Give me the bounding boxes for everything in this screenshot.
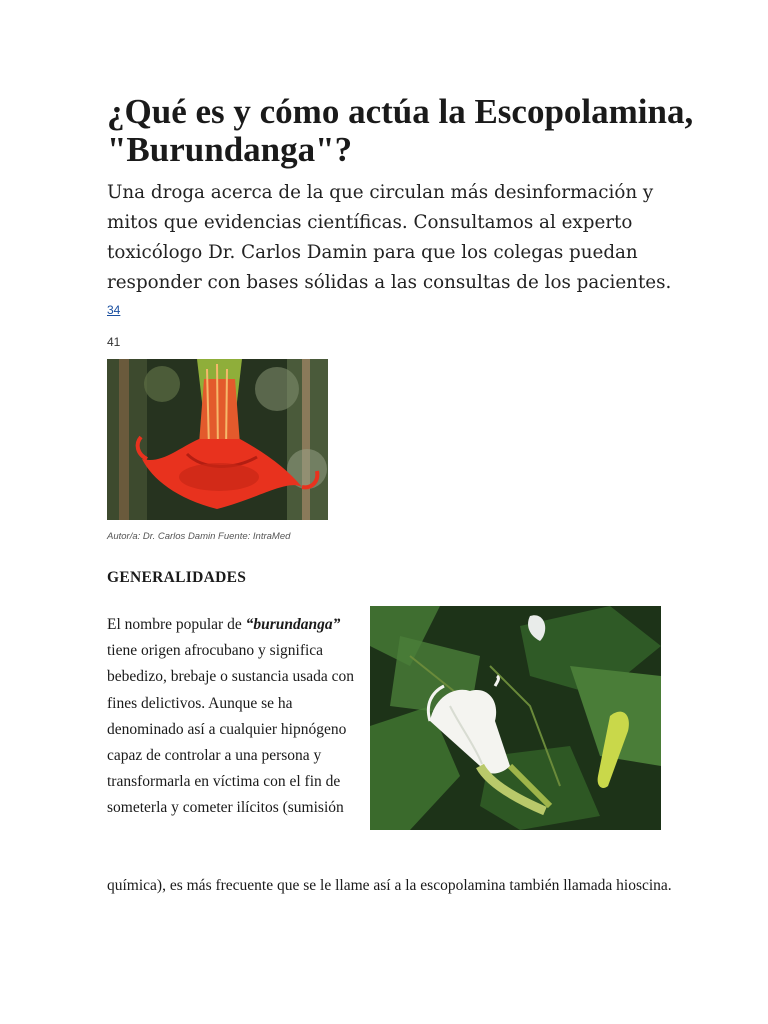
article-title: ¿Qué es y cómo actúa la Escopolamina, "Burundanga"?: [107, 92, 694, 169]
white-datura-flower-image: [370, 606, 661, 830]
article-subtitle: Una droga acerca de la que circulan más desinformación y mitos que evidencias científicas. Consultamos al experto toxicólogo Dr. Carlos Damin para que los colegas puedan responder con bases sólidas a las consultas de los pacientes.: [107, 182, 672, 293]
para-rest: tiene origen afrocubano y significa bebedizo, brebaje o sustancia usada con fines delictivos. Aunque se ha denominado así a cualquier hipnógeno capaz de controlar a una persona y transformarla en víctima con el fin de someterla y cometer ilícitos (sumisión: [107, 642, 355, 817]
section-heading: GENERALIDADES: [107, 569, 247, 586]
burundanga-term: “burundanga”: [245, 616, 341, 633]
para-lead: El nombre popular de: [107, 616, 246, 633]
comments-count-link[interactable]: 34: [107, 303, 121, 317]
body-paragraph-continued: química), es más frecuente que se le llame así a la escopolamina también llamada hioscina.: [107, 877, 672, 894]
body-paragraph: [107, 612, 355, 822]
red-brugmansia-flower-image: [107, 359, 328, 520]
shares-count: 41: [107, 335, 121, 349]
image-caption: Autor/a: Dr. Carlos Damin Fuente: IntraMed: [107, 531, 291, 542]
